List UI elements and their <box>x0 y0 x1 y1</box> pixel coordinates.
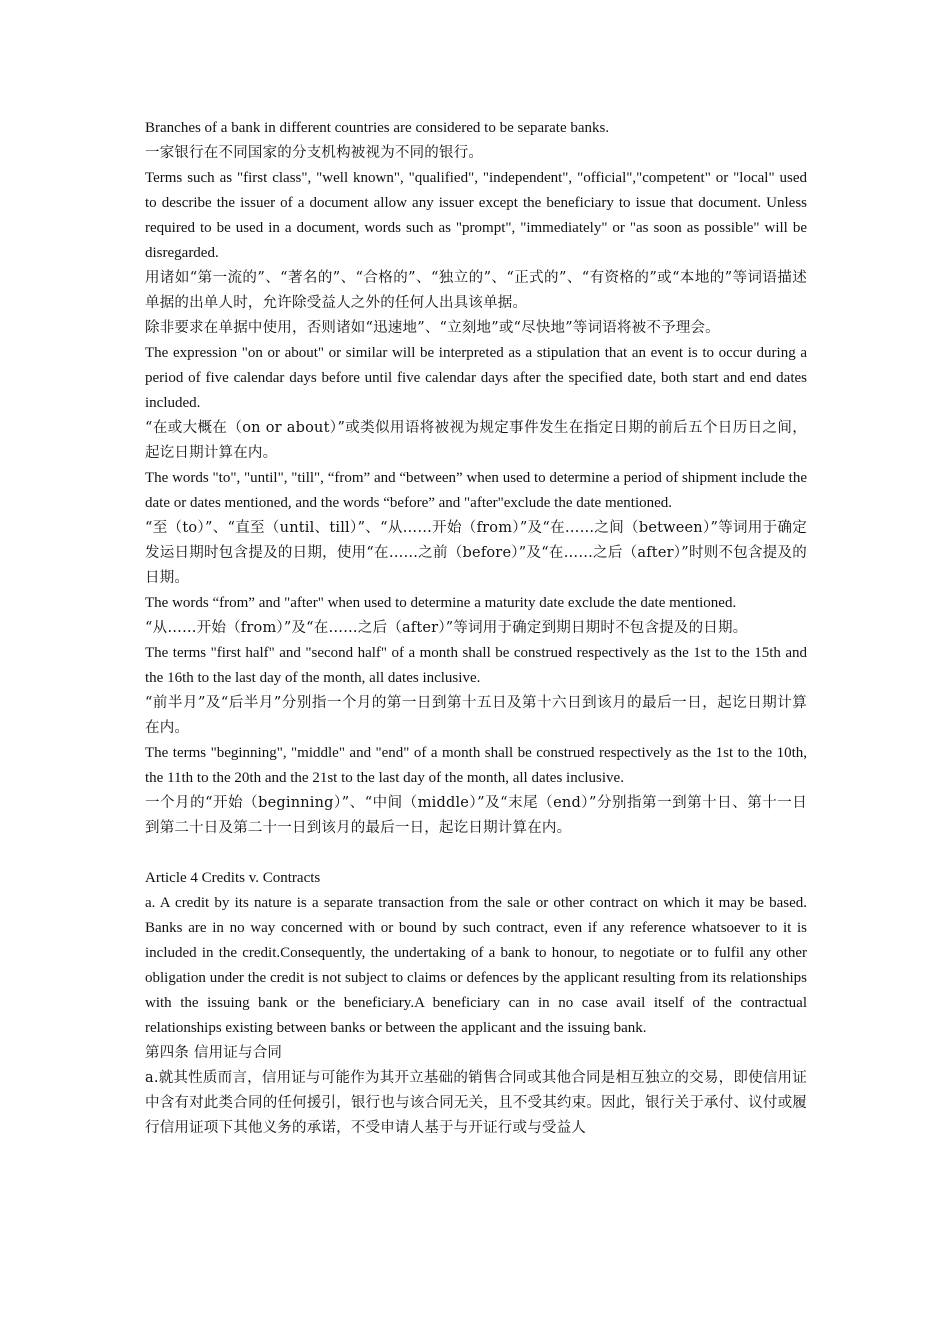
article-4-paragraph-a: a. A credit by its nature is a separate transaction from the sale or other contract on which it may be based. Banks are in no way concerned with or bound by such contract, even if any reference whatsoever to it is included in the credit.Consequently, the undertaking of a bank to honour, to negotiate or to fulfil any other obligation under the credit is not subject to claims or defences by the applicant resulting from its relationships with the issuing bank or the beneficiary.A beneficiary can in no case avail itself of the contractual relationships existing between banks or between the applicant and the issuing bank. <box>145 895 807 1036</box>
article-4-heading: Article 4 Credits v. Contracts <box>145 870 321 886</box>
paragraph-month-parts-en: The terms "beginning", "middle" and "end" of a month shall be construed respectively as the 1st to the 10th, the 11th to the 20th and the 21st to the last day of the month, all dates inclusive. <box>145 745 807 786</box>
paragraph-issuer-terms-en: Terms such as "first class", "well known", "qualified", "independent", "official","competent" or "local" used to describe the issuer of a document allow any issuer except the beneficiary to issue that document. Unless required to be used in a document, words such as "prompt", "immediately" or "as soon as possible" will be disregarded. <box>145 170 807 261</box>
paragraph-shipment-period-zh: “至（to）”、“直至（until、till）”、“从……开始（from）”及“在……之间（between）”等词用于确定发运日期时包含提及的日期，使用“在……之前（before）”及“在……之后（after）”时则不包含提及的日期。 <box>145 520 807 586</box>
paragraph-maturity-date-en: The words “from” and "after" when used to determine a maturity date exclude the date mentioned. <box>145 595 737 611</box>
paragraph-shipment-period-en: The words "to", "until", "till", “from” and “between” when used to determine a period of shipment include the date or dates mentioned, and the words “before” and "after"exclude the date mentioned. <box>145 470 807 511</box>
paragraph-branches-en: Branches of a bank in different countries are considered to be separate banks. <box>145 120 610 136</box>
paragraph-month-parts-zh: 一个月的“开始（beginning）”、“中间（middle）”及“末尾（end）”分别指第一到第十日、第十一日到第二十日及第二十一日到该月的最后一日，起讫日期计算在内。 <box>145 795 807 836</box>
article-4-paragraph-a-zh: a.就其性质而言，信用证与可能作为其开立基础的销售合同或其他合同是相互独立的交易，即使信用证中含有对此类合同的任何援引，银行也与该合同无关，且不受其约束。因此，银行关于承付、议付或履行信用证项下其他义务的承诺，不受申请人基于与开证行或与受益人 <box>145 1070 807 1136</box>
paragraph-maturity-date-zh: “从……开始（from）”及“在……之后（after）”等词用于确定到期日期时不包含提及的日期。 <box>145 620 748 636</box>
article-4-heading-zh: 第四条 信用证与合同 <box>145 1045 283 1061</box>
paragraph-on-or-about-zh: “在或大概在（on or about）”或类似用语将被视为规定事件发生在指定日期的前后五个日历日之间，起讫日期计算在内。 <box>145 420 807 461</box>
paragraph-issuer-terms-zh: 用诸如“第一流的”、“著名的”、“合格的”、“独立的”、“正式的”、“有资格的”或“本地的”等词语描述单据的出单人时，允许除受益人之外的任何人出具该单据。 <box>145 270 807 311</box>
paragraph-half-month-en: The terms "first half" and "second half" of a month shall be construed respectively as the 1st to the 15th and the 16th to the last day of the month, all dates inclusive. <box>145 645 807 686</box>
paragraph-half-month-zh: “前半月”及“后半月”分别指一个月的第一日到第十五日及第十六日到该月的最后一日，起讫日期计算在内。 <box>145 695 807 736</box>
paragraph-on-or-about-en: The expression "on or about" or similar will be interpreted as a stipulation that an event is to occur during a period of five calendar days before until five calendar days after the specified date, both start and end dates included. <box>145 345 807 411</box>
blank-line <box>145 841 807 866</box>
paragraph-prompt-terms-zh: 除非要求在单据中使用，否则诸如“迅速地”、“立刻地”或“尽快地”等词语将被不予理会。 <box>145 320 720 336</box>
document-body <box>145 116 807 1141</box>
paragraph-branches-zh: 一家银行在不同国家的分支机构被视为不同的银行。 <box>145 145 484 161</box>
